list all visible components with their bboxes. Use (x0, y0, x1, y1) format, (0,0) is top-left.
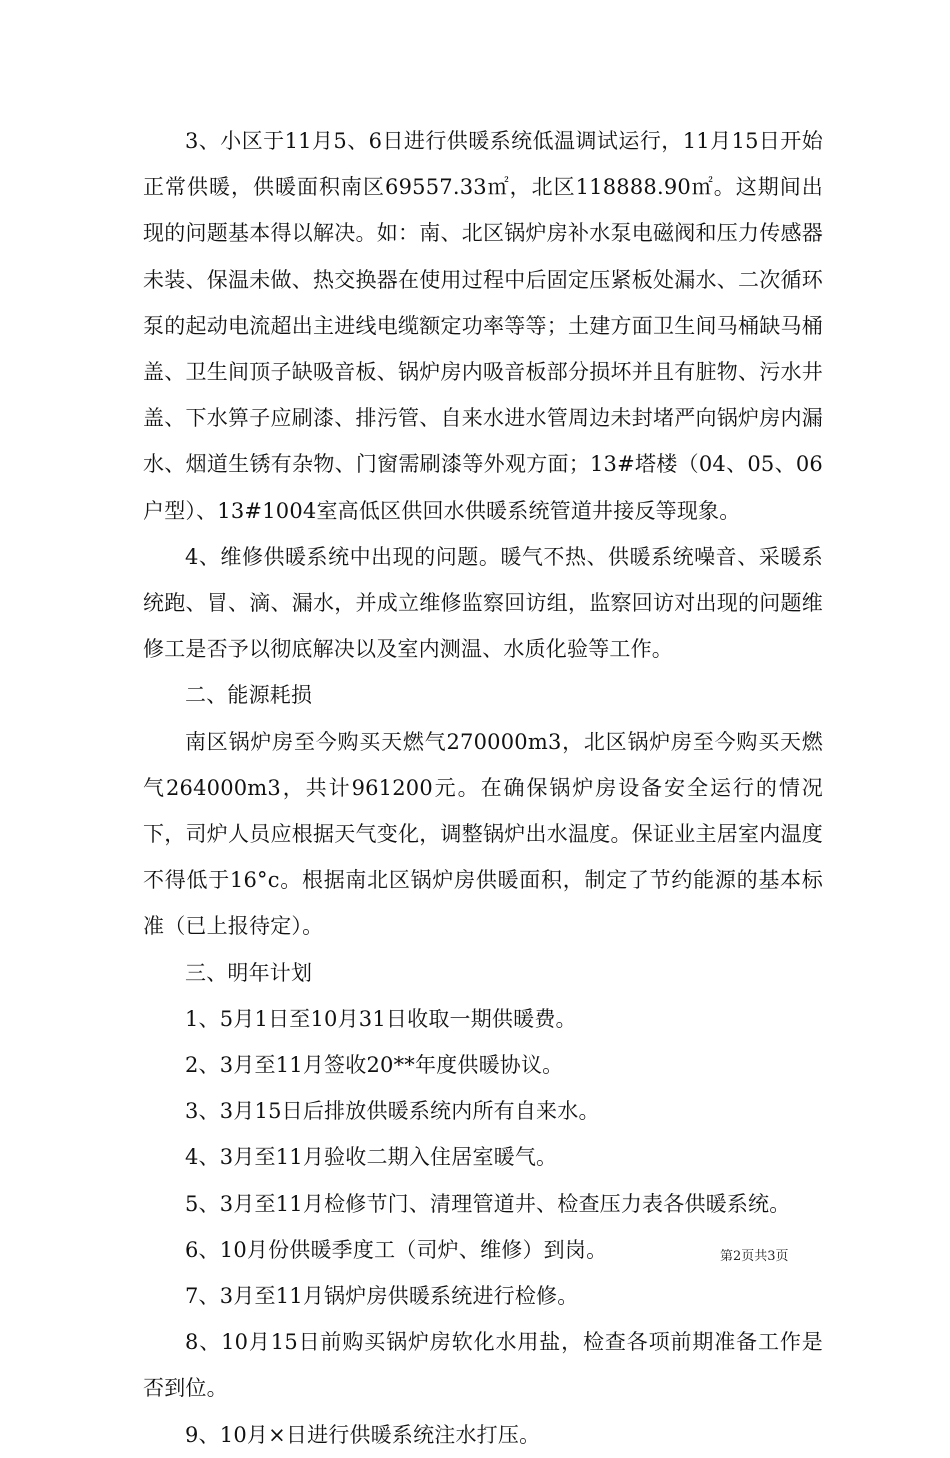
plan-item-1: 1、5月1日至10月31日收取一期供暖费。 (185, 1006, 577, 1031)
plan-item-6: 6、10月份供暖季度工（司炉、维修）到岗。 (185, 1237, 608, 1262)
page-number: 第2页共3页 (720, 1249, 789, 1264)
paragraph-item-4: 4、维修供暖系统中出现的问题。暖气不热、供暖系统噪音、采暖系统跑、冒、滴、漏水，并成立维修监察回访组，监察回访对出现的问题维修工是否予以彻底解决以及室内测温、水质化验等工作。 (143, 544, 823, 662)
plan-item-8: 8、10月15日前购买锅炉房软化水用盐，检查各项前期准备工作是否到位。 (143, 1330, 823, 1401)
plan-item-3: 3、3月15日后排放供暖系统内所有自来水。 (185, 1099, 600, 1124)
plan-item-9: 9、10月×日进行供暖系统注水打压。 (185, 1422, 541, 1447)
paragraph-energy-consumption: 南区锅炉房至今购买天燃气270000m3，北区锅炉房至今购买天燃气264000m3，共计961200元。在确保锅炉房设备安全运行的情况下，司炉人员应根据天气变化，调整锅炉出水温度。保证业主居室内温度不得低于16°c。根据南北区锅炉房供暖面积，制定了节约能源的基本标准（已上报待定）。 (143, 729, 823, 939)
plan-item-4: 4、3月至11月验收二期入住居室暖气。 (185, 1145, 558, 1170)
section-heading-energy: 二、能源耗损 (185, 683, 313, 708)
section-heading-plan: 三、明年计划 (185, 960, 313, 985)
plan-item-7: 7、3月至11月锅炉房供暖系统进行检修。 (185, 1284, 579, 1309)
plan-item-5: 5、3月至11月检修节门、清理管道井、检查压力表各供暖系统。 (185, 1191, 791, 1216)
paragraph-item-3: 3、小区于11月5、6日进行供暖系统低温调试运行，11月15日开始正常供暖，供暖面积南区69557.33㎡，北区118888.90㎡。这期间出现的问题基本得以解决。如：南、北区锅炉房补水泵电磁阀和压力传感器未装、保温未做、热交换器在使用过程中后固定压紧板处漏水、二次循环泵的起动电流超出主进线电缆额定功率等等；土建方面卫生间马桶缺马桶盖、卫生间顶子缺吸音板、锅炉房内吸音板部分损坏并且有脏物、污水井盖、下水箅子应刷漆、排污管、自来水进水管周边未封堵严向锅炉房内漏水、烟道生锈有杂物、门窗需刷漆等外观方面；13#塔楼（04、05、06户型）、13#1004室高低区供回水供暖系统管道井接反等现象。 (143, 129, 823, 523)
plan-item-2: 2、3月至11月签收20**年度供暖协议。 (185, 1053, 564, 1078)
